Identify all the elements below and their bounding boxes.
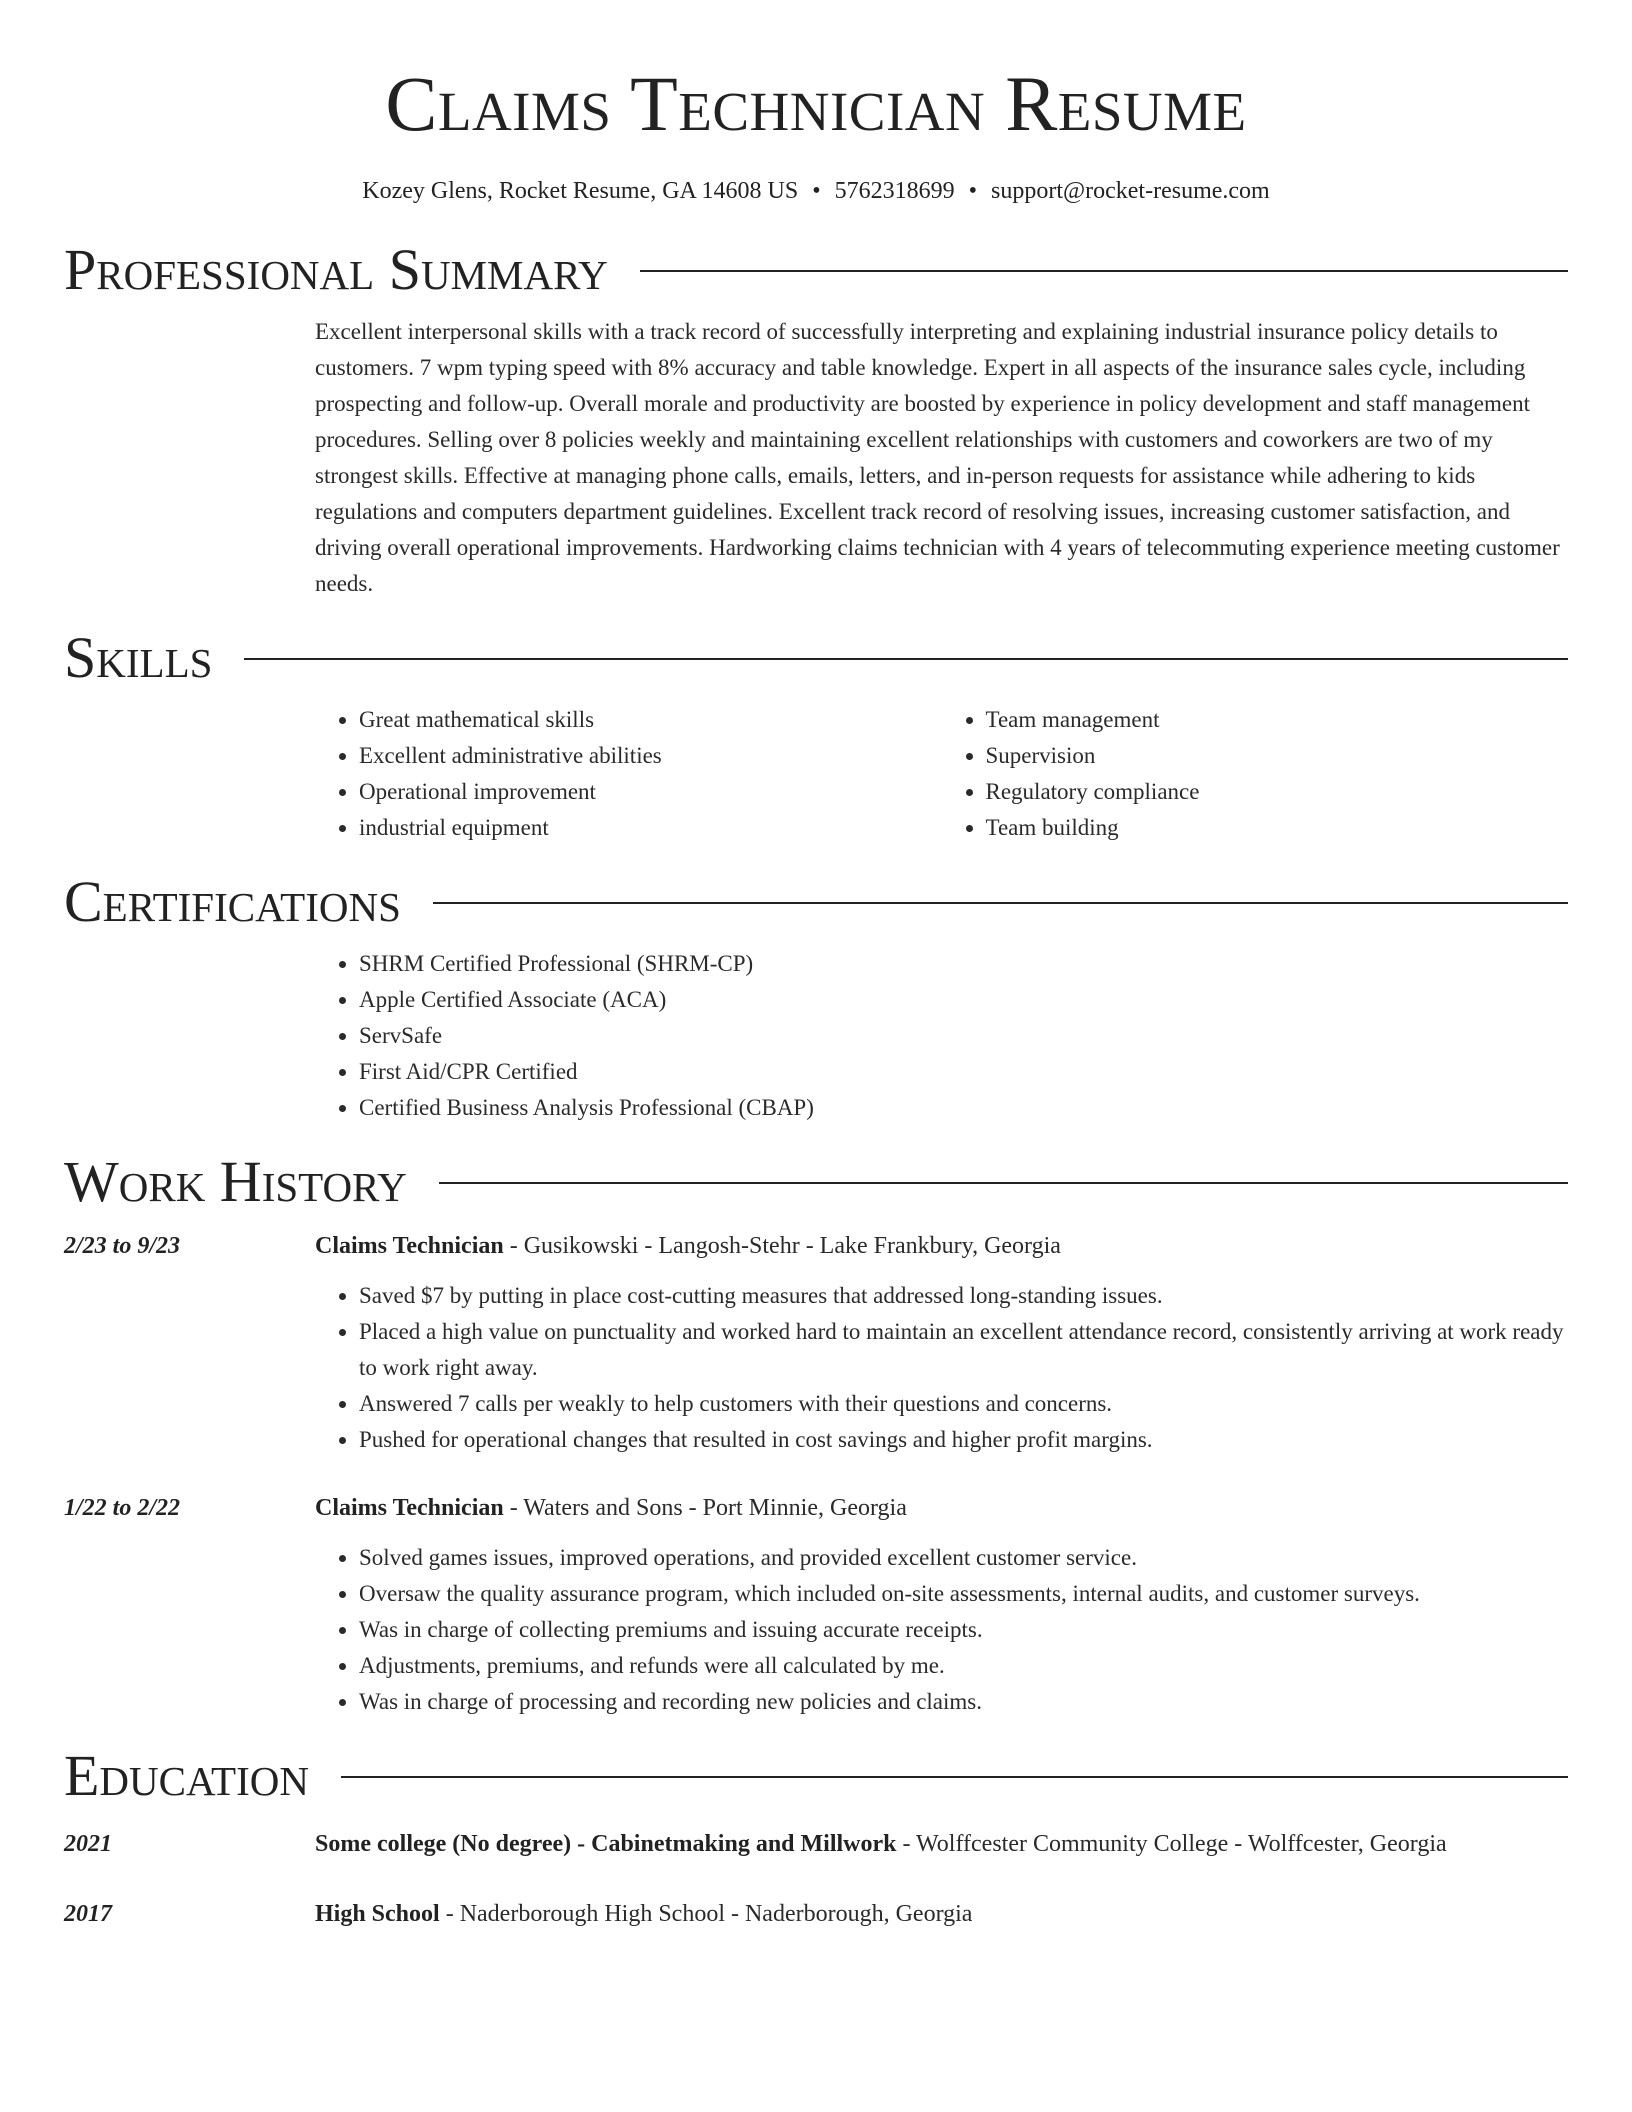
skill-item: • Team building xyxy=(986,810,1569,846)
job-header xyxy=(315,1226,1568,1266)
certification-item: • ServSafe xyxy=(359,1018,1568,1054)
skill-item: • Team management xyxy=(986,702,1569,738)
section-divider xyxy=(640,270,1568,272)
job-details xyxy=(315,1488,1568,1720)
job-header xyxy=(315,1488,1568,1528)
job-company: - Waters and Sons - Port Minnie, Georgia xyxy=(503,1495,907,1521)
job-bullet: • Oversaw the quality assurance program, which included on-site assessments, internal audits, and customer surveys. xyxy=(359,1576,1568,1612)
job-bullet: • Was in charge of collecting premiums and issuing accurate receipts. xyxy=(359,1612,1568,1648)
skill-item: • Excellent administrative abilities xyxy=(359,738,942,774)
skills-list-left xyxy=(315,702,942,846)
education-entry xyxy=(64,1824,1568,1864)
job-company: - Gusikowski - Langosh-Stehr - Lake Frankbury, Georgia xyxy=(503,1233,1061,1259)
certifications-list xyxy=(315,946,1568,1126)
job-bullet: • Pushed for operational changes that resulted in cost savings and higher profit margins. xyxy=(359,1422,1568,1458)
certifications-heading: Certifications xyxy=(64,869,401,934)
summary-heading: Professional Summary xyxy=(64,237,608,302)
contact-email: support@rocket-resume.com xyxy=(991,178,1270,204)
contact-separator: • xyxy=(968,178,978,204)
skills-heading: Skills xyxy=(64,625,213,690)
job-bullet: • Solved games issues, improved operations, and provided excellent customer service. xyxy=(359,1540,1568,1576)
job-role: Claims Technician xyxy=(315,1495,504,1521)
certification-item: • Certified Business Analysis Professional (CBAP) xyxy=(359,1090,1568,1126)
section-divider xyxy=(341,1776,1568,1778)
education-degree: Some college (No degree) - Cabinetmaking and Millwork xyxy=(315,1831,897,1857)
skill-item: • industrial equipment xyxy=(359,810,942,846)
job-dates: 1/22 to 2/22 xyxy=(64,1495,181,1521)
contact-line xyxy=(64,176,1568,206)
job-bullets xyxy=(315,1540,1568,1720)
summary-text: Excellent interpersonal skills with a track record of successfully interpreting and explaining industrial insurance policy details to customers. 7 wpm typing speed with 8% accuracy and table knowledge. Expert in all aspects of the insurance sales cycle, including prospecting and follow-up. Overall morale and productivity are boosted by experience in policy development and staff management procedures. Selling over 8 policies weekly and maintaining excellent relationships with customers and coworkers are two of my strongest skills. Effective at managing phone calls, emails, letters, and in-person requests for assistance while adhering to kids regulations and computers department guidelines. Excellent track record of resolving issues, increasing customer satisfaction, and driving overall operational improvements. Hardworking claims technician with 4 years of telecommuting experience meeting customer needs. xyxy=(315,319,1560,596)
contact-phone: 5762318699 xyxy=(834,178,955,204)
job-dates: 2/23 to 9/23 xyxy=(64,1233,181,1259)
section-divider xyxy=(439,1182,1568,1184)
education-heading: Education xyxy=(64,1743,309,1808)
job-bullet: • Placed a high value on punctuality and worked hard to maintain an excellent attendance record, consistently arriving at work ready to work right away. xyxy=(359,1314,1568,1386)
job-bullet: • Saved $7 by putting in place cost-cutting measures that addressed long-standing issues. xyxy=(359,1278,1568,1314)
section-divider xyxy=(433,902,1568,904)
work-section-header xyxy=(64,1149,1568,1214)
education-year: 2017 xyxy=(64,1901,112,1927)
skill-item: • Regulatory compliance xyxy=(986,774,1569,810)
job-bullets xyxy=(315,1278,1568,1458)
skills-list-right xyxy=(942,702,1569,846)
work-heading: Work History xyxy=(64,1149,407,1214)
job-entry xyxy=(64,1226,1568,1458)
education-degree: High School xyxy=(315,1901,440,1927)
education-entry xyxy=(64,1894,1568,1934)
certifications-block xyxy=(315,946,1568,1126)
skill-item: • Supervision xyxy=(986,738,1569,774)
skills-section-header xyxy=(64,625,1568,690)
job-details xyxy=(315,1226,1568,1458)
education-section-header xyxy=(64,1743,1568,1808)
certifications-section-header xyxy=(64,869,1568,934)
education-details xyxy=(315,1824,1568,1864)
certification-item: • SHRM Certified Professional (SHRM-CP) xyxy=(359,946,1568,982)
job-bullet: • Answered 7 calls per weakly to help customers with their questions and concerns. xyxy=(359,1386,1568,1422)
skill-item: • Great mathematical skills xyxy=(359,702,942,738)
education-school: - Wolffcester Community College - Wolffcester, Georgia xyxy=(896,1831,1447,1857)
resume-page xyxy=(64,0,1568,1934)
summary-section-header xyxy=(64,237,1568,302)
education-details xyxy=(315,1894,1568,1934)
job-role: Claims Technician xyxy=(315,1233,504,1259)
certification-item: • First Aid/CPR Certified xyxy=(359,1054,1568,1090)
skills-grid xyxy=(315,702,1568,846)
education-school: - Naderborough High School - Naderborough, Georgia xyxy=(439,1901,973,1927)
contact-address: Kozey Glens, Rocket Resume, GA 14608 US xyxy=(362,178,799,204)
job-bullet: • Adjustments, premiums, and refunds were all calculated by me. xyxy=(359,1648,1568,1684)
job-entry xyxy=(64,1488,1568,1720)
resume-title: Claims Technician Resume xyxy=(385,60,1247,147)
section-divider xyxy=(244,658,1568,660)
skill-item: • Operational improvement xyxy=(359,774,942,810)
certification-item: • Apple Certified Associate (ACA) xyxy=(359,982,1568,1018)
contact-separator: • xyxy=(812,178,821,204)
education-year: 2021 xyxy=(64,1831,112,1857)
job-bullet: • Was in charge of processing and recording new policies and claims. xyxy=(359,1684,1568,1720)
